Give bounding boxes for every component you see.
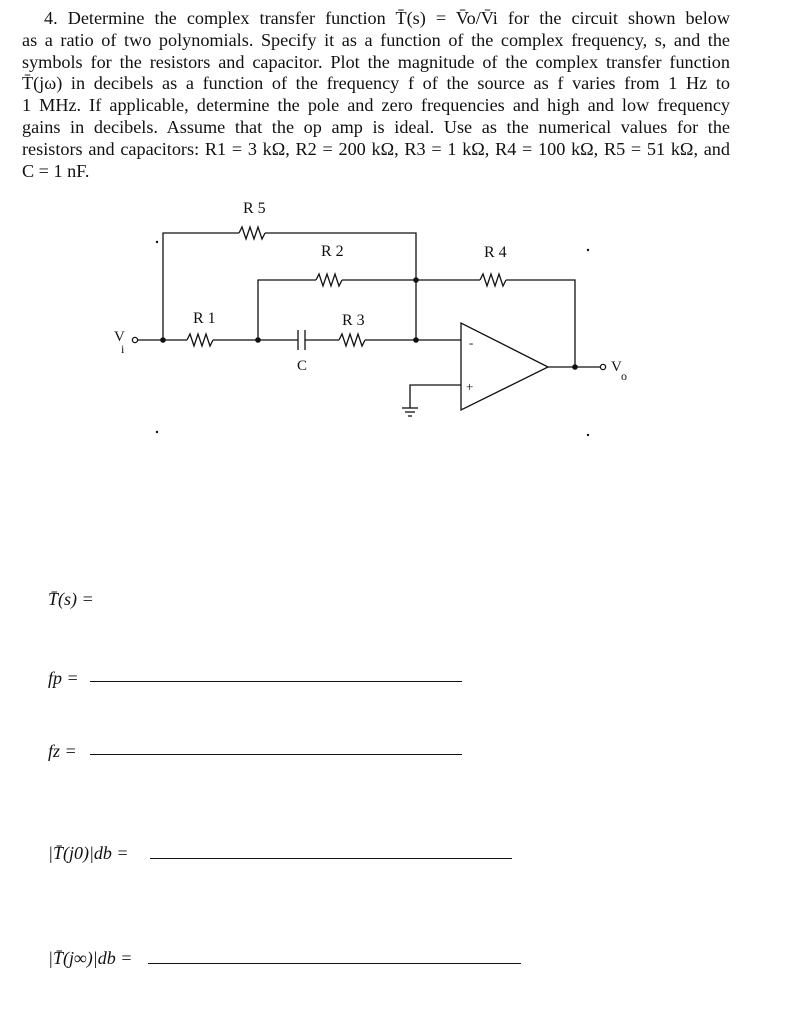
input-path-wire bbox=[138, 330, 461, 350]
r2-branch-wire bbox=[258, 274, 416, 340]
high-frequency-gain-answer bbox=[48, 948, 132, 969]
problem-line-8: C = 1 nF. bbox=[22, 160, 90, 181]
vi-terminal bbox=[132, 337, 137, 342]
vo-subscript: o bbox=[621, 369, 627, 383]
r5-label: R 5 bbox=[243, 200, 266, 217]
c-label: C bbox=[297, 358, 308, 374]
pole-frequency-blank[interactable] bbox=[90, 681, 462, 682]
op-amp bbox=[461, 323, 548, 410]
pole-frequency-label: fp = bbox=[48, 668, 79, 688]
op-amp-minus: - bbox=[469, 335, 474, 350]
problem-line-6: gains in decibels. Assume that the op amp is ideal. Use as the numerical values for the bbox=[22, 116, 730, 137]
r4-label: R 4 bbox=[484, 244, 507, 261]
zero-frequency-blank[interactable] bbox=[90, 754, 462, 755]
ground-symbol bbox=[402, 385, 461, 416]
low-frequency-gain-label: |T̄(j0)|db = bbox=[48, 843, 129, 863]
vi-subscript: i bbox=[121, 342, 125, 356]
r4-feedback-wire bbox=[416, 274, 575, 367]
zero-frequency-label: fz = bbox=[48, 741, 77, 761]
problem-line-3: symbols for the resistors and capacitor. Plot the magnitude of the complex transfer function bbox=[22, 51, 730, 72]
zero-frequency-answer bbox=[48, 741, 77, 762]
r2-label: R 2 bbox=[321, 243, 344, 260]
op-amp-plus: + bbox=[466, 379, 474, 394]
vo-label: V bbox=[611, 359, 622, 375]
low-frequency-gain-answer bbox=[48, 843, 129, 864]
corner-dots bbox=[156, 241, 589, 436]
pole-frequency-answer bbox=[48, 668, 79, 689]
problem-line-4: T̄(jω) in decibels as a function of the frequency f of the source as f varies from 1 Hz to bbox=[22, 73, 730, 94]
vo-terminal bbox=[600, 364, 605, 369]
problem-line-1: 4. Determine the complex transfer function T̄(s) = V̄o/V̄i for the circuit shown below bbox=[44, 8, 730, 28]
problem-line-2: as a ratio of two polynomials. Specify it as a function of the complex frequency, s, and the bbox=[22, 29, 730, 50]
transfer-function-answer bbox=[48, 589, 94, 610]
low-frequency-gain-blank[interactable] bbox=[150, 858, 512, 859]
transfer-function-label: T̄(s) = bbox=[48, 589, 94, 609]
high-frequency-gain-label: |T̄(j∞)|db = bbox=[48, 948, 133, 968]
junction-dots bbox=[160, 277, 578, 370]
r3-label: R 3 bbox=[342, 312, 365, 329]
problem-line-5: 1 MHz. If applicable, determine the pole and zero frequencies and high and low frequency bbox=[22, 95, 730, 116]
problem-line-7: resistors and capacitors: R1 = 3 kΩ, R2 = 200 kΩ, R3 = 1 kΩ, R4 = 100 kΩ, R5 = 51 kΩ, and bbox=[22, 138, 730, 159]
vi-label: V bbox=[114, 329, 125, 345]
r1-label: R 1 bbox=[193, 310, 216, 327]
high-frequency-gain-blank[interactable] bbox=[148, 963, 521, 964]
